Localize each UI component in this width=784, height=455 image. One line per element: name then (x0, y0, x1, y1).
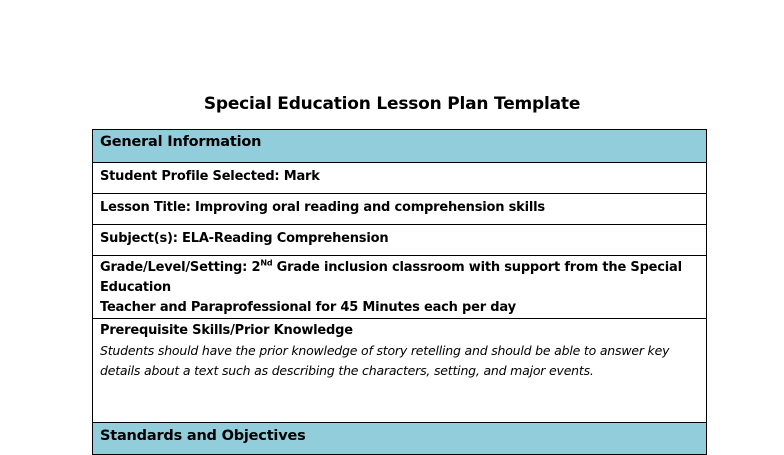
grade-level-setting-field (93, 256, 707, 319)
field-row-prerequisite-skills (93, 319, 707, 423)
subjects-field: Subject(s): ELA-Reading Comprehension (93, 225, 707, 256)
prerequisite-label: Prerequisite Skills/Prior Knowledge (100, 323, 353, 338)
prerequisite-skills-field (93, 319, 707, 423)
section-header-label: Standards and Objectives (93, 423, 707, 455)
field-row-lesson-title (93, 194, 707, 225)
lesson-title-field: Lesson Title: Improving oral reading and comprehension skills (93, 194, 707, 225)
grade-prefix: Grade/Level/Setting: 2 (100, 260, 261, 275)
field-row-subjects (93, 225, 707, 256)
prerequisite-text: Students should have the prior knowledge of story retelling and should be able to answer key details about a text such as describing the characters, setting, and major events. (100, 343, 670, 378)
document-title: Special Education Lesson Plan Template (203, 94, 581, 114)
student-profile-field: Student Profile Selected: Mark (93, 163, 707, 194)
field-row-grade-level-setting (93, 256, 707, 319)
section-header-label: General Information (93, 130, 707, 163)
field-row-student-profile (93, 163, 707, 194)
grade-rest-line1: Grade inclusion classroom with support from the Special Education (100, 260, 682, 295)
section-header-standards-and-objectives (93, 423, 707, 455)
grade-ordinal-suffix: Nd (260, 258, 273, 268)
grade-rest-line2: Teacher and Paraprofessional for 45 Minutes each per day (100, 300, 516, 315)
lesson-plan-table (92, 129, 707, 455)
section-header-general-information (93, 130, 707, 163)
